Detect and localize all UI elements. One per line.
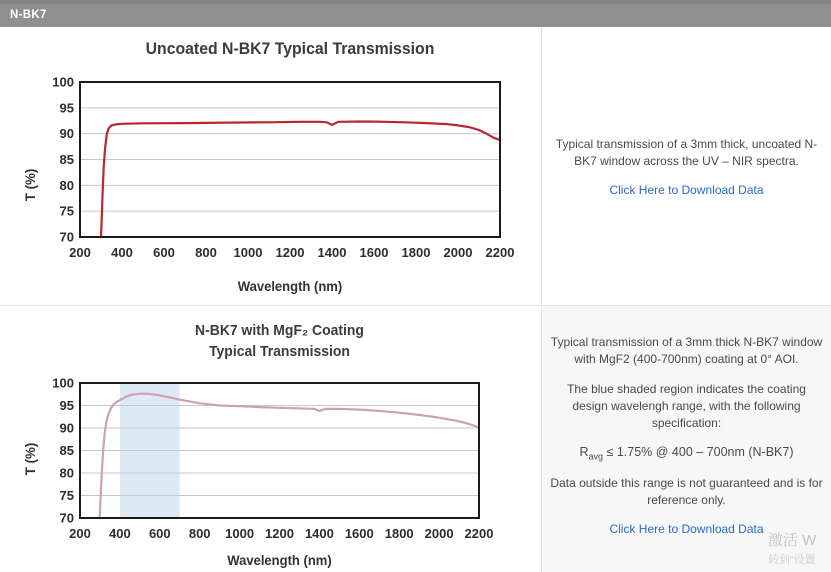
- coated-transmission-plot: [0, 306, 541, 572]
- svg-text:2000: 2000: [443, 245, 473, 260]
- uncoated-description-text: Typical transmission of a 3mm thick, uncoated N-BK7 window across the UV – NIR spectra.: [555, 136, 818, 168]
- coated-y-axis-label: T (%): [22, 442, 38, 476]
- svg-text:1200: 1200: [275, 245, 305, 260]
- reflectance-spec-text: [579, 445, 793, 462]
- uncoated-download-data-link[interactable]: Click Here to Download Data: [609, 182, 764, 197]
- coated-description-text: Typical transmission of a 3mm thick N-BK7 window with MgF2 (400-700nm) coating at 0° AOI.: [550, 335, 823, 366]
- svg-text:85: 85: [59, 443, 74, 458]
- svg-text:2200: 2200: [485, 245, 515, 260]
- svg-text:100: 100: [52, 375, 74, 391]
- svg-text:2200: 2200: [464, 526, 494, 541]
- svg-text:95: 95: [59, 100, 74, 116]
- svg-text:80: 80: [59, 465, 74, 481]
- shaded-region-note-text: The blue shaded region indicates the coating design wavelengh range, with the following specification:: [567, 382, 806, 430]
- section-title: N-BK7: [10, 9, 47, 21]
- svg-text:1800: 1800: [401, 245, 431, 260]
- svg-text:90: 90: [59, 420, 74, 436]
- svg-text:80: 80: [59, 177, 74, 193]
- coated-transmission-figure: [0, 305, 541, 572]
- coated-x-axis-label: Wavelength (nm): [227, 552, 332, 568]
- svg-text:85: 85: [59, 152, 74, 167]
- uncoated-x-axis-label: Wavelength (nm): [237, 278, 343, 294]
- watermark-line1: 激活 W: [768, 532, 817, 549]
- windows-activation-watermark: [768, 532, 831, 572]
- svg-text:600: 600: [153, 245, 175, 260]
- svg-text:70: 70: [59, 510, 74, 526]
- svg-text:1400: 1400: [304, 526, 334, 541]
- coated-chart-title-line1: N-BK7 with MgF₂ Coating: [195, 322, 364, 339]
- uncoated-chart-title: Uncoated N-BK7 Typical Transmission: [145, 39, 435, 58]
- svg-text:1200: 1200: [265, 526, 294, 541]
- svg-text:100: 100: [52, 74, 74, 90]
- svg-text:1000: 1000: [233, 245, 263, 260]
- svg-text:1800: 1800: [384, 526, 414, 541]
- spec-symbol: R: [579, 445, 589, 459]
- svg-text:2000: 2000: [424, 526, 454, 541]
- reference-only-note-text: Data outside this range is not guaranteed and is for reference only.: [550, 475, 823, 507]
- svg-text:800: 800: [195, 245, 217, 260]
- svg-text:600: 600: [148, 526, 171, 541]
- coated-chart-title-line2: Typical Transmission: [209, 343, 350, 360]
- svg-text:400: 400: [109, 526, 131, 541]
- uncoated-y-axis-label: T (%): [22, 168, 38, 202]
- spec-value: ≤ 1.75% @ 400 – 700nm (N-BK7): [603, 445, 794, 459]
- svg-text:200: 200: [69, 245, 91, 260]
- svg-text:75: 75: [59, 488, 74, 503]
- svg-text:200: 200: [69, 526, 91, 541]
- svg-text:1000: 1000: [225, 526, 255, 541]
- svg-text:400: 400: [111, 245, 133, 260]
- svg-text:75: 75: [59, 203, 74, 219]
- section-header-bar: [0, 0, 831, 27]
- coated-download-data-link[interactable]: Click Here to Download Data: [609, 521, 764, 536]
- svg-text:70: 70: [59, 229, 74, 245]
- svg-text:90: 90: [59, 126, 74, 142]
- svg-text:1400: 1400: [317, 245, 347, 260]
- uncoated-transmission-figure: [0, 27, 541, 305]
- svg-text:95: 95: [59, 398, 74, 413]
- svg-text:1600: 1600: [344, 526, 374, 541]
- svg-text:1600: 1600: [359, 245, 389, 260]
- watermark-line2: 转到“设置: [768, 554, 816, 566]
- spec-subscript: avg: [588, 451, 604, 462]
- svg-text:800: 800: [188, 526, 211, 541]
- uncoated-description-panel: [541, 27, 831, 305]
- uncoated-transmission-plot: [0, 27, 541, 305]
